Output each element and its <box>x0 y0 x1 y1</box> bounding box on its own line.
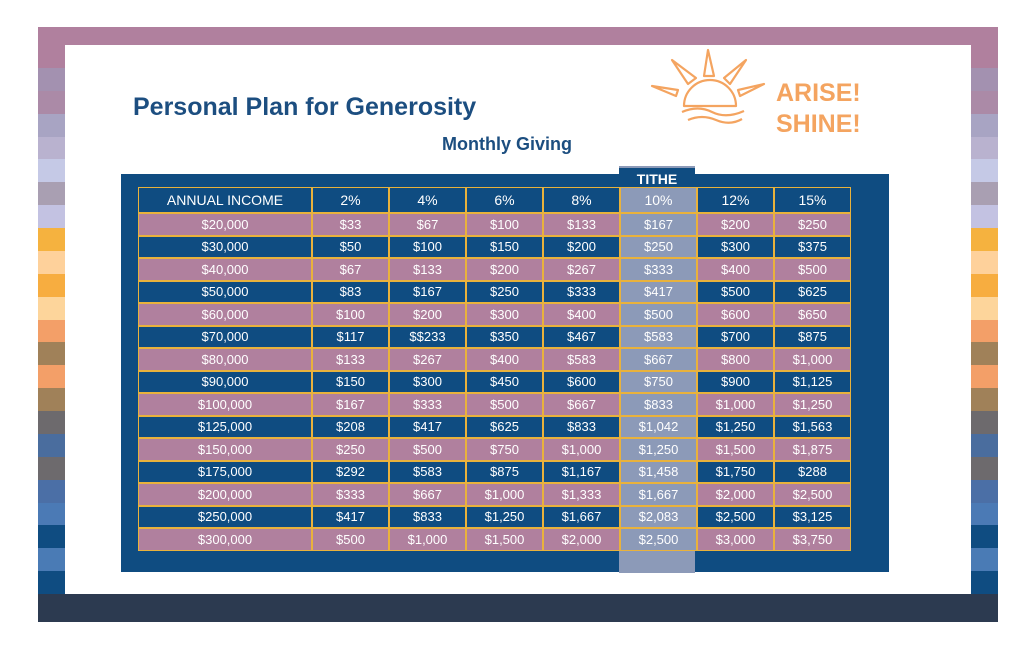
giving-cell: $250 <box>620 236 697 259</box>
giving-cell: $833 <box>389 506 466 529</box>
strip-segment <box>38 480 65 503</box>
strip-segment <box>971 342 998 365</box>
giving-cell: $1,000 <box>774 348 851 371</box>
giving-cell: $600 <box>697 303 774 326</box>
giving-cell: $1,000 <box>543 438 620 461</box>
giving-cell: $833 <box>620 393 697 416</box>
table-row <box>138 236 851 259</box>
giving-cell: $67 <box>389 213 466 236</box>
giving-cell: $1,167 <box>543 461 620 484</box>
strip-segment <box>971 68 998 91</box>
giving-cell: $250 <box>466 281 543 304</box>
giving-cell: $200 <box>543 236 620 259</box>
giving-cell: $133 <box>389 258 466 281</box>
giving-cell: $1,875 <box>774 438 851 461</box>
income-cell: $300,000 <box>138 528 312 551</box>
giving-cell: $350 <box>466 326 543 349</box>
income-cell: $80,000 <box>138 348 312 371</box>
giving-cell: $1,250 <box>697 416 774 439</box>
strip-segment <box>971 45 998 68</box>
giving-cell: $133 <box>543 213 620 236</box>
giving-cell: $875 <box>466 461 543 484</box>
table-row <box>138 371 851 394</box>
strip-segment <box>971 434 998 457</box>
giving-cell: $150 <box>466 236 543 259</box>
giving-cell: $700 <box>697 326 774 349</box>
giving-cell: $1,500 <box>466 528 543 551</box>
giving-cell: $1,000 <box>466 483 543 506</box>
giving-cell: $333 <box>620 258 697 281</box>
giving-cell: $250 <box>774 213 851 236</box>
income-cell: $150,000 <box>138 438 312 461</box>
giving-cell: $467 <box>543 326 620 349</box>
giving-cell: $400 <box>543 303 620 326</box>
income-cell: $175,000 <box>138 461 312 484</box>
giving-cell: $167 <box>620 213 697 236</box>
strip-segment <box>971 320 998 343</box>
giving-cell: $417 <box>312 506 389 529</box>
giving-cell: $167 <box>389 281 466 304</box>
giving-cell: $2,083 <box>620 506 697 529</box>
column-header: 10% <box>620 187 697 213</box>
giving-cell: $3,125 <box>774 506 851 529</box>
column-header: ANNUAL INCOME <box>138 187 312 213</box>
giving-cell: $583 <box>620 326 697 349</box>
income-cell: $250,000 <box>138 506 312 529</box>
giving-cell: $625 <box>466 416 543 439</box>
strip-segment <box>38 114 65 137</box>
logo-line-1: ARISE! <box>776 79 861 107</box>
giving-cell: $375 <box>774 236 851 259</box>
giving-cell: $250 <box>312 438 389 461</box>
giving-cell: $500 <box>466 393 543 416</box>
left-color-strip <box>38 45 65 594</box>
giving-cell: $750 <box>620 371 697 394</box>
giving-cell: $625 <box>774 281 851 304</box>
strip-segment <box>971 457 998 480</box>
strip-segment <box>971 114 998 137</box>
strip-segment <box>971 274 998 297</box>
giving-cell: $400 <box>697 258 774 281</box>
giving-cell: $300 <box>466 303 543 326</box>
table-row <box>138 393 851 416</box>
giving-cell: $50 <box>312 236 389 259</box>
giving-cell: $1,250 <box>620 438 697 461</box>
giving-cell: $2,500 <box>774 483 851 506</box>
giving-cell: $583 <box>543 348 620 371</box>
giving-cell: $267 <box>543 258 620 281</box>
table-row <box>138 461 851 484</box>
strip-segment <box>38 548 65 571</box>
column-header: 15% <box>774 187 851 213</box>
strip-segment <box>38 137 65 160</box>
giving-cell: $833 <box>543 416 620 439</box>
strip-segment <box>38 297 65 320</box>
table-row <box>138 303 851 326</box>
strip-segment <box>38 434 65 457</box>
giving-cell: $$233 <box>389 326 466 349</box>
strip-segment <box>971 228 998 251</box>
giving-cell: $2,500 <box>620 528 697 551</box>
giving-cell: $600 <box>543 371 620 394</box>
strip-segment <box>38 503 65 526</box>
giving-cell: $3,000 <box>697 528 774 551</box>
giving-cell: $1,000 <box>389 528 466 551</box>
page-title: Personal Plan for Generosity <box>133 93 477 121</box>
giving-cell: $650 <box>774 303 851 326</box>
arise-shine-logo <box>776 78 861 140</box>
table-row <box>138 258 851 281</box>
strip-segment <box>971 503 998 526</box>
strip-segment <box>971 159 998 182</box>
giving-cell: $133 <box>312 348 389 371</box>
strip-segment <box>971 137 998 160</box>
income-cell: $70,000 <box>138 326 312 349</box>
giving-cell: $400 <box>466 348 543 371</box>
table-row <box>138 528 851 551</box>
giving-cell: $300 <box>697 236 774 259</box>
strip-segment <box>38 45 65 68</box>
giving-cell: $500 <box>620 303 697 326</box>
logo-line-2: SHINE! <box>776 110 861 138</box>
strip-segment <box>971 411 998 434</box>
bottom-color-band <box>38 594 998 622</box>
giving-cell: $900 <box>697 371 774 394</box>
giving-cell: $417 <box>389 416 466 439</box>
strip-segment <box>38 182 65 205</box>
giving-cell: $667 <box>620 348 697 371</box>
giving-cell: $200 <box>466 258 543 281</box>
giving-cell: $583 <box>389 461 466 484</box>
column-header: 6% <box>466 187 543 213</box>
income-cell: $60,000 <box>138 303 312 326</box>
table-row <box>138 281 851 304</box>
strip-segment <box>971 91 998 114</box>
giving-cell: $83 <box>312 281 389 304</box>
giving-cell: $2,000 <box>543 528 620 551</box>
strip-segment <box>38 365 65 388</box>
table-row <box>138 438 851 461</box>
strip-segment <box>38 251 65 274</box>
giving-cell: $292 <box>312 461 389 484</box>
income-cell: $100,000 <box>138 393 312 416</box>
giving-cell: $288 <box>774 461 851 484</box>
giving-cell: $100 <box>312 303 389 326</box>
strip-segment <box>971 205 998 228</box>
tithe-label: TITHE <box>619 166 695 187</box>
giving-cell: $500 <box>774 258 851 281</box>
income-cell: $20,000 <box>138 213 312 236</box>
giving-cell: $1,250 <box>466 506 543 529</box>
strip-segment <box>971 388 998 411</box>
income-cell: $30,000 <box>138 236 312 259</box>
strip-segment <box>38 159 65 182</box>
table-row <box>138 416 851 439</box>
strip-segment <box>971 251 998 274</box>
page-subtitle: Monthly Giving <box>442 134 572 154</box>
giving-cell: $67 <box>312 258 389 281</box>
giving-cell: $200 <box>389 303 466 326</box>
giving-cell: $500 <box>389 438 466 461</box>
giving-cell: $667 <box>389 483 466 506</box>
top-color-band <box>38 27 998 45</box>
strip-segment <box>971 297 998 320</box>
giving-cell: $1,333 <box>543 483 620 506</box>
right-color-strip <box>971 45 998 594</box>
strip-segment <box>38 388 65 411</box>
income-cell: $90,000 <box>138 371 312 394</box>
giving-cell: $875 <box>774 326 851 349</box>
giving-cell: $1,125 <box>774 371 851 394</box>
giving-cell: $333 <box>312 483 389 506</box>
column-header: 2% <box>312 187 389 213</box>
giving-cell: $300 <box>389 371 466 394</box>
strip-segment <box>971 571 998 594</box>
strip-segment <box>38 228 65 251</box>
giving-cell: $100 <box>389 236 466 259</box>
income-cell: $125,000 <box>138 416 312 439</box>
table-row <box>138 326 851 349</box>
table-row <box>138 213 851 236</box>
giving-cell: $200 <box>697 213 774 236</box>
giving-cell: $1,000 <box>697 393 774 416</box>
giving-cell: $1,667 <box>620 483 697 506</box>
giving-cell: $33 <box>312 213 389 236</box>
strip-segment <box>38 274 65 297</box>
income-cell: $50,000 <box>138 281 312 304</box>
strip-segment <box>971 480 998 503</box>
column-header: 12% <box>697 187 774 213</box>
strip-segment <box>38 571 65 594</box>
giving-cell: $1,042 <box>620 416 697 439</box>
giving-cell: $2,000 <box>697 483 774 506</box>
giving-cell: $150 <box>312 371 389 394</box>
giving-cell: $3,750 <box>774 528 851 551</box>
giving-cell: $208 <box>312 416 389 439</box>
giving-cell: $1,750 <box>697 461 774 484</box>
giving-cell: $750 <box>466 438 543 461</box>
strip-segment <box>38 91 65 114</box>
giving-cell: $417 <box>620 281 697 304</box>
strip-segment <box>971 365 998 388</box>
column-header: 8% <box>543 187 620 213</box>
strip-segment <box>971 548 998 571</box>
strip-segment <box>38 320 65 343</box>
giving-cell: $1,250 <box>774 393 851 416</box>
giving-cell: $333 <box>543 281 620 304</box>
giving-cell: $1,667 <box>543 506 620 529</box>
table-header-row <box>138 187 851 213</box>
strip-segment <box>38 457 65 480</box>
income-cell: $200,000 <box>138 483 312 506</box>
strip-segment <box>38 205 65 228</box>
giving-cell: $267 <box>389 348 466 371</box>
giving-cell: $667 <box>543 393 620 416</box>
giving-cell: $2,500 <box>697 506 774 529</box>
giving-cell: $1,500 <box>697 438 774 461</box>
giving-cell: $1,563 <box>774 416 851 439</box>
giving-table <box>138 187 851 551</box>
strip-segment <box>971 182 998 205</box>
column-header: 4% <box>389 187 466 213</box>
strip-segment <box>38 68 65 91</box>
giving-cell: $800 <box>697 348 774 371</box>
strip-segment <box>971 525 998 548</box>
giving-cell: $500 <box>312 528 389 551</box>
giving-cell: $1,458 <box>620 461 697 484</box>
giving-cell: $117 <box>312 326 389 349</box>
giving-cell: $500 <box>697 281 774 304</box>
rising-sun-icon <box>648 48 768 138</box>
giving-cell: $167 <box>312 393 389 416</box>
strip-segment <box>38 525 65 548</box>
table-row <box>138 483 851 506</box>
strip-segment <box>38 411 65 434</box>
giving-cell: $100 <box>466 213 543 236</box>
strip-segment <box>38 342 65 365</box>
table-row <box>138 506 851 529</box>
giving-cell: $333 <box>389 393 466 416</box>
income-cell: $40,000 <box>138 258 312 281</box>
table-row <box>138 348 851 371</box>
giving-cell: $450 <box>466 371 543 394</box>
